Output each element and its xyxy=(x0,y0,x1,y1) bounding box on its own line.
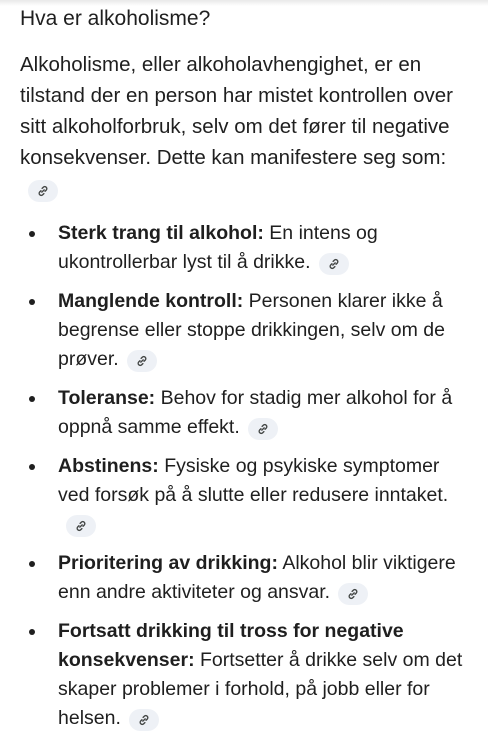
source-link-chip[interactable] xyxy=(66,515,96,537)
link-icon xyxy=(36,184,50,198)
bullet-dot xyxy=(29,396,35,402)
item-term: Sterk trang til alkohol: xyxy=(58,222,264,244)
link-icon xyxy=(256,422,270,436)
bullet-dot xyxy=(29,231,35,237)
bullet-dot xyxy=(29,299,35,305)
source-link-chip[interactable] xyxy=(338,583,368,605)
section-heading: Hva er alkoholisme? xyxy=(20,7,211,30)
intro-text: Alkoholisme, eller alkoholavhengighet, er en tilstand der en person har mistet kontrollen over sitt alkoholforbruk, selv om det fører til negative konsekvenser. Dette kan manifestere seg som: xyxy=(20,53,454,169)
link-icon xyxy=(137,713,151,727)
answer-content xyxy=(20,0,472,743)
list-item xyxy=(20,384,472,442)
bullet-dot xyxy=(29,464,35,470)
list-item xyxy=(20,617,472,733)
list-item xyxy=(20,287,472,374)
link-icon xyxy=(327,257,341,271)
item-text: Fysiske og psykiske symptomer ved forsøk på å slutte eller redusere inntaket. xyxy=(58,455,449,506)
item-text: Fortsetter å drikke selv om det skaper problemer i forhold, på jobb eller for helsen. xyxy=(58,649,463,729)
source-link-chip[interactable] xyxy=(129,709,159,731)
source-link-chip[interactable] xyxy=(127,350,157,372)
link-icon xyxy=(74,519,88,533)
intro-paragraph xyxy=(20,49,472,204)
list-item xyxy=(20,452,472,539)
item-text: Personen klarer ikke å begrense eller stoppe drikkingen, selv om de prøver. xyxy=(58,290,445,370)
link-icon xyxy=(135,354,149,368)
item-text: En intens og ukontrollerbar lyst til å drikke. xyxy=(58,222,378,273)
item-term: Abstinens: xyxy=(58,455,159,477)
symptom-list xyxy=(20,219,472,733)
source-link-chip[interactable] xyxy=(319,253,349,275)
item-term: Manglende kontroll: xyxy=(58,290,244,312)
list-item xyxy=(20,219,472,277)
item-term: Toleranse: xyxy=(58,387,156,409)
item-text: Behov for stadig mer alkohol for å oppnå samme effekt. xyxy=(58,387,453,438)
list-item xyxy=(20,549,472,607)
item-term: Fortsatt drikking til tross for negative konsekvenser: xyxy=(58,620,404,671)
item-text: Alkohol blir viktigere enn andre aktiviteter og ansvar. xyxy=(58,552,456,603)
item-term: Prioritering av drikking: xyxy=(58,552,278,574)
link-icon xyxy=(346,587,360,601)
bullet-dot xyxy=(29,629,35,635)
source-link-chip[interactable] xyxy=(248,418,278,440)
bullet-dot xyxy=(29,561,35,567)
source-link-chip[interactable] xyxy=(28,180,58,202)
